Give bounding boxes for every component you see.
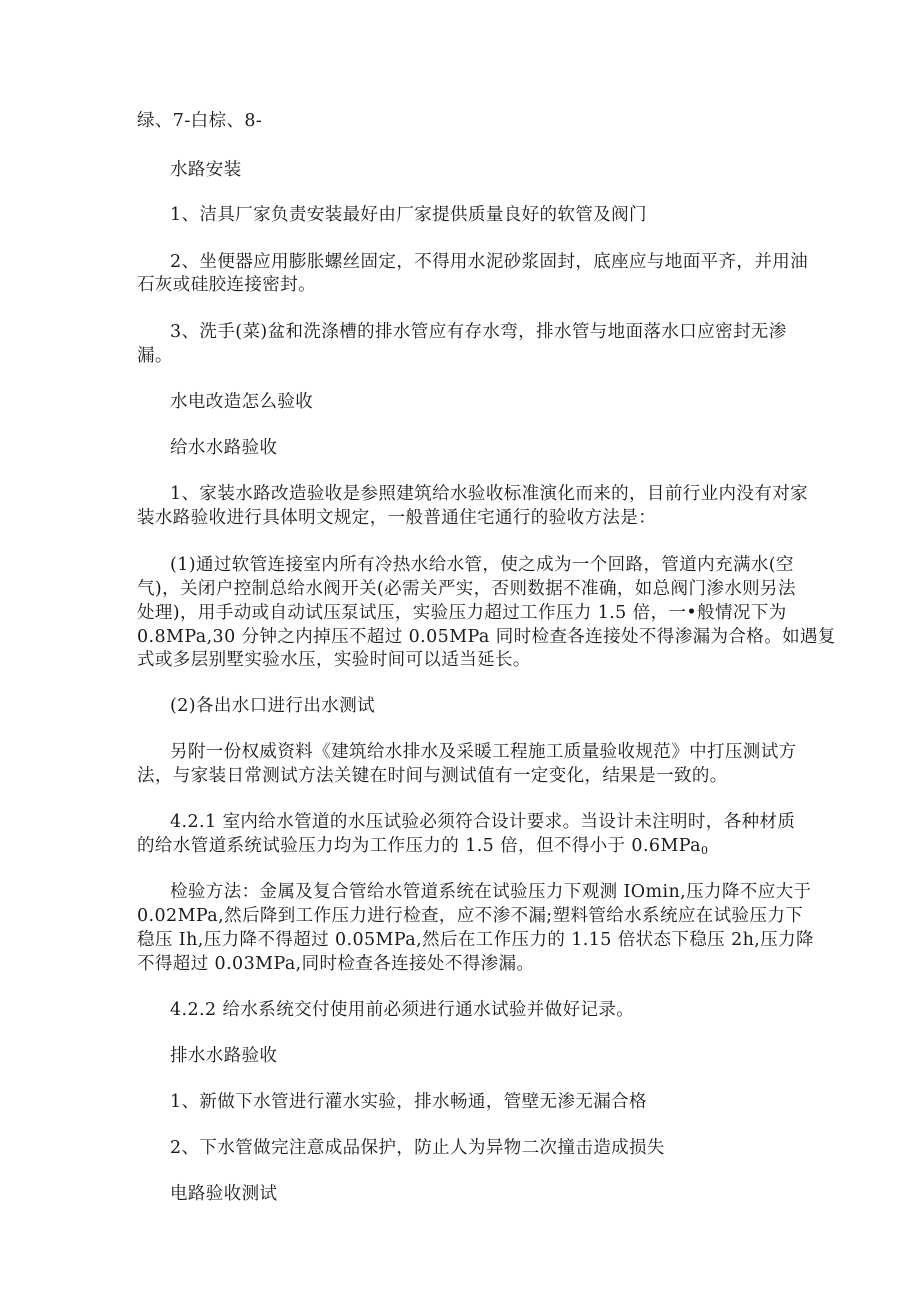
text-line-continuation: 绿、7-白棕、8- — [137, 111, 263, 131]
section-heading: 水路安装 — [170, 160, 242, 180]
section-heading: 电路验收测试 — [170, 1184, 278, 1204]
paragraph-line: 气)，关闭户控制总给水阀开关(必需关严实，否则数据不准确，如总阀门渗水则另法 — [137, 579, 796, 599]
paragraph-line: 4.2.2 给水系统交付使用前必须进行通水试验并做好记录。 — [170, 1000, 635, 1020]
paragraph-text: 的给水管道系统试验压力均为工作压力的 1.5 倍，但不得小于 0.6MPa — [137, 836, 701, 856]
list-item-continuation: 漏。 — [137, 346, 173, 366]
section-heading: 水电改造怎么验收 — [170, 392, 314, 412]
paragraph-line: 稳压 Ih,压力降不得超过 0.05MPa,然后在工作压力的 1.15 倍状态下稳压 2h,压力降 — [137, 930, 814, 950]
list-item: 2、坐便器应用膨胀螺丝固定，不得用水泥砂浆固封，底座应与地面平齐，并用油 — [170, 252, 809, 272]
paragraph-line: 不得超过 0.03MPa,同时检查各连接处不得渗漏。 — [137, 954, 535, 974]
paragraph-line: 1、家装水路改造验收是参照建筑给水验收标准演化而来的，目前行业内没有对家 — [170, 484, 809, 504]
paragraph-line: (1)通过软管连接室内所有冷热水给水管，使之成为一个回路，管道内充满水(空 — [170, 555, 794, 575]
section-heading: 给水水路验收 — [170, 438, 278, 458]
paragraph-line: 法，与家装日常测试方法关键在时间与测试值有一定变化，结果是一致的。 — [137, 766, 728, 786]
paragraph-line: 另附一份权威资料《建筑给水排水及采暖工程施工质量验收规范》中打压测试方 — [170, 742, 797, 762]
paragraph-line: 4.2.1 室内给水管道的水压试验必须符合设计要求。当设计未注明时，各种材质 — [170, 812, 796, 832]
paragraph-line: 0.8MPa,30 分钟之内掉压不超过 0.05MPa 同时检查各连接处不得渗漏为合格。如遇复 — [137, 627, 836, 647]
list-item: 2、下水管做完注意成品保护，防止人为异物二次撞击造成损失 — [170, 1138, 665, 1158]
list-item-continuation: 石灰或硅胶连接密封。 — [137, 275, 316, 295]
list-item: 3、洗手(菜)盆和洗涤槽的排水管应有存水弯，排水管与地面落水口应密封无渗 — [170, 322, 787, 342]
paragraph-line: 装水路验收进行具体明文规定，一般普通住宅通行的验收方法是： — [137, 508, 657, 528]
paragraph-line: (2)各出水口进行出水测试 — [170, 696, 375, 716]
list-item: 1、新做下水管进行灌水实验，排水畅通，管壁无渗无漏合格 — [170, 1092, 647, 1112]
paragraph-line: 检验方法：金属及复合管给水管道系统在试验压力下观测 IOmin,压力降不应大于 — [170, 882, 812, 902]
section-heading: 排水水路验收 — [170, 1046, 278, 1066]
paragraph-line — [0, 834, 920, 863]
paragraph-line: 式或多层别墅实验水压，实验时间可以适当延长。 — [137, 650, 531, 670]
list-item: 1、洁具厂家负责安装最好由厂家提供质量良好的软管及阀门 — [170, 205, 647, 225]
paragraph-line: 0.02MPa,然后降到工作压力进行检查，应不渗不漏;塑料管给水系统应在试验压力下 — [137, 906, 804, 926]
paragraph-line: 处理)，用手动或自动试压泵试压，实验压力超过工作压力 1.5 倍，一•般情况下为 — [137, 603, 787, 623]
subscript-text: 0 — [701, 844, 709, 857]
